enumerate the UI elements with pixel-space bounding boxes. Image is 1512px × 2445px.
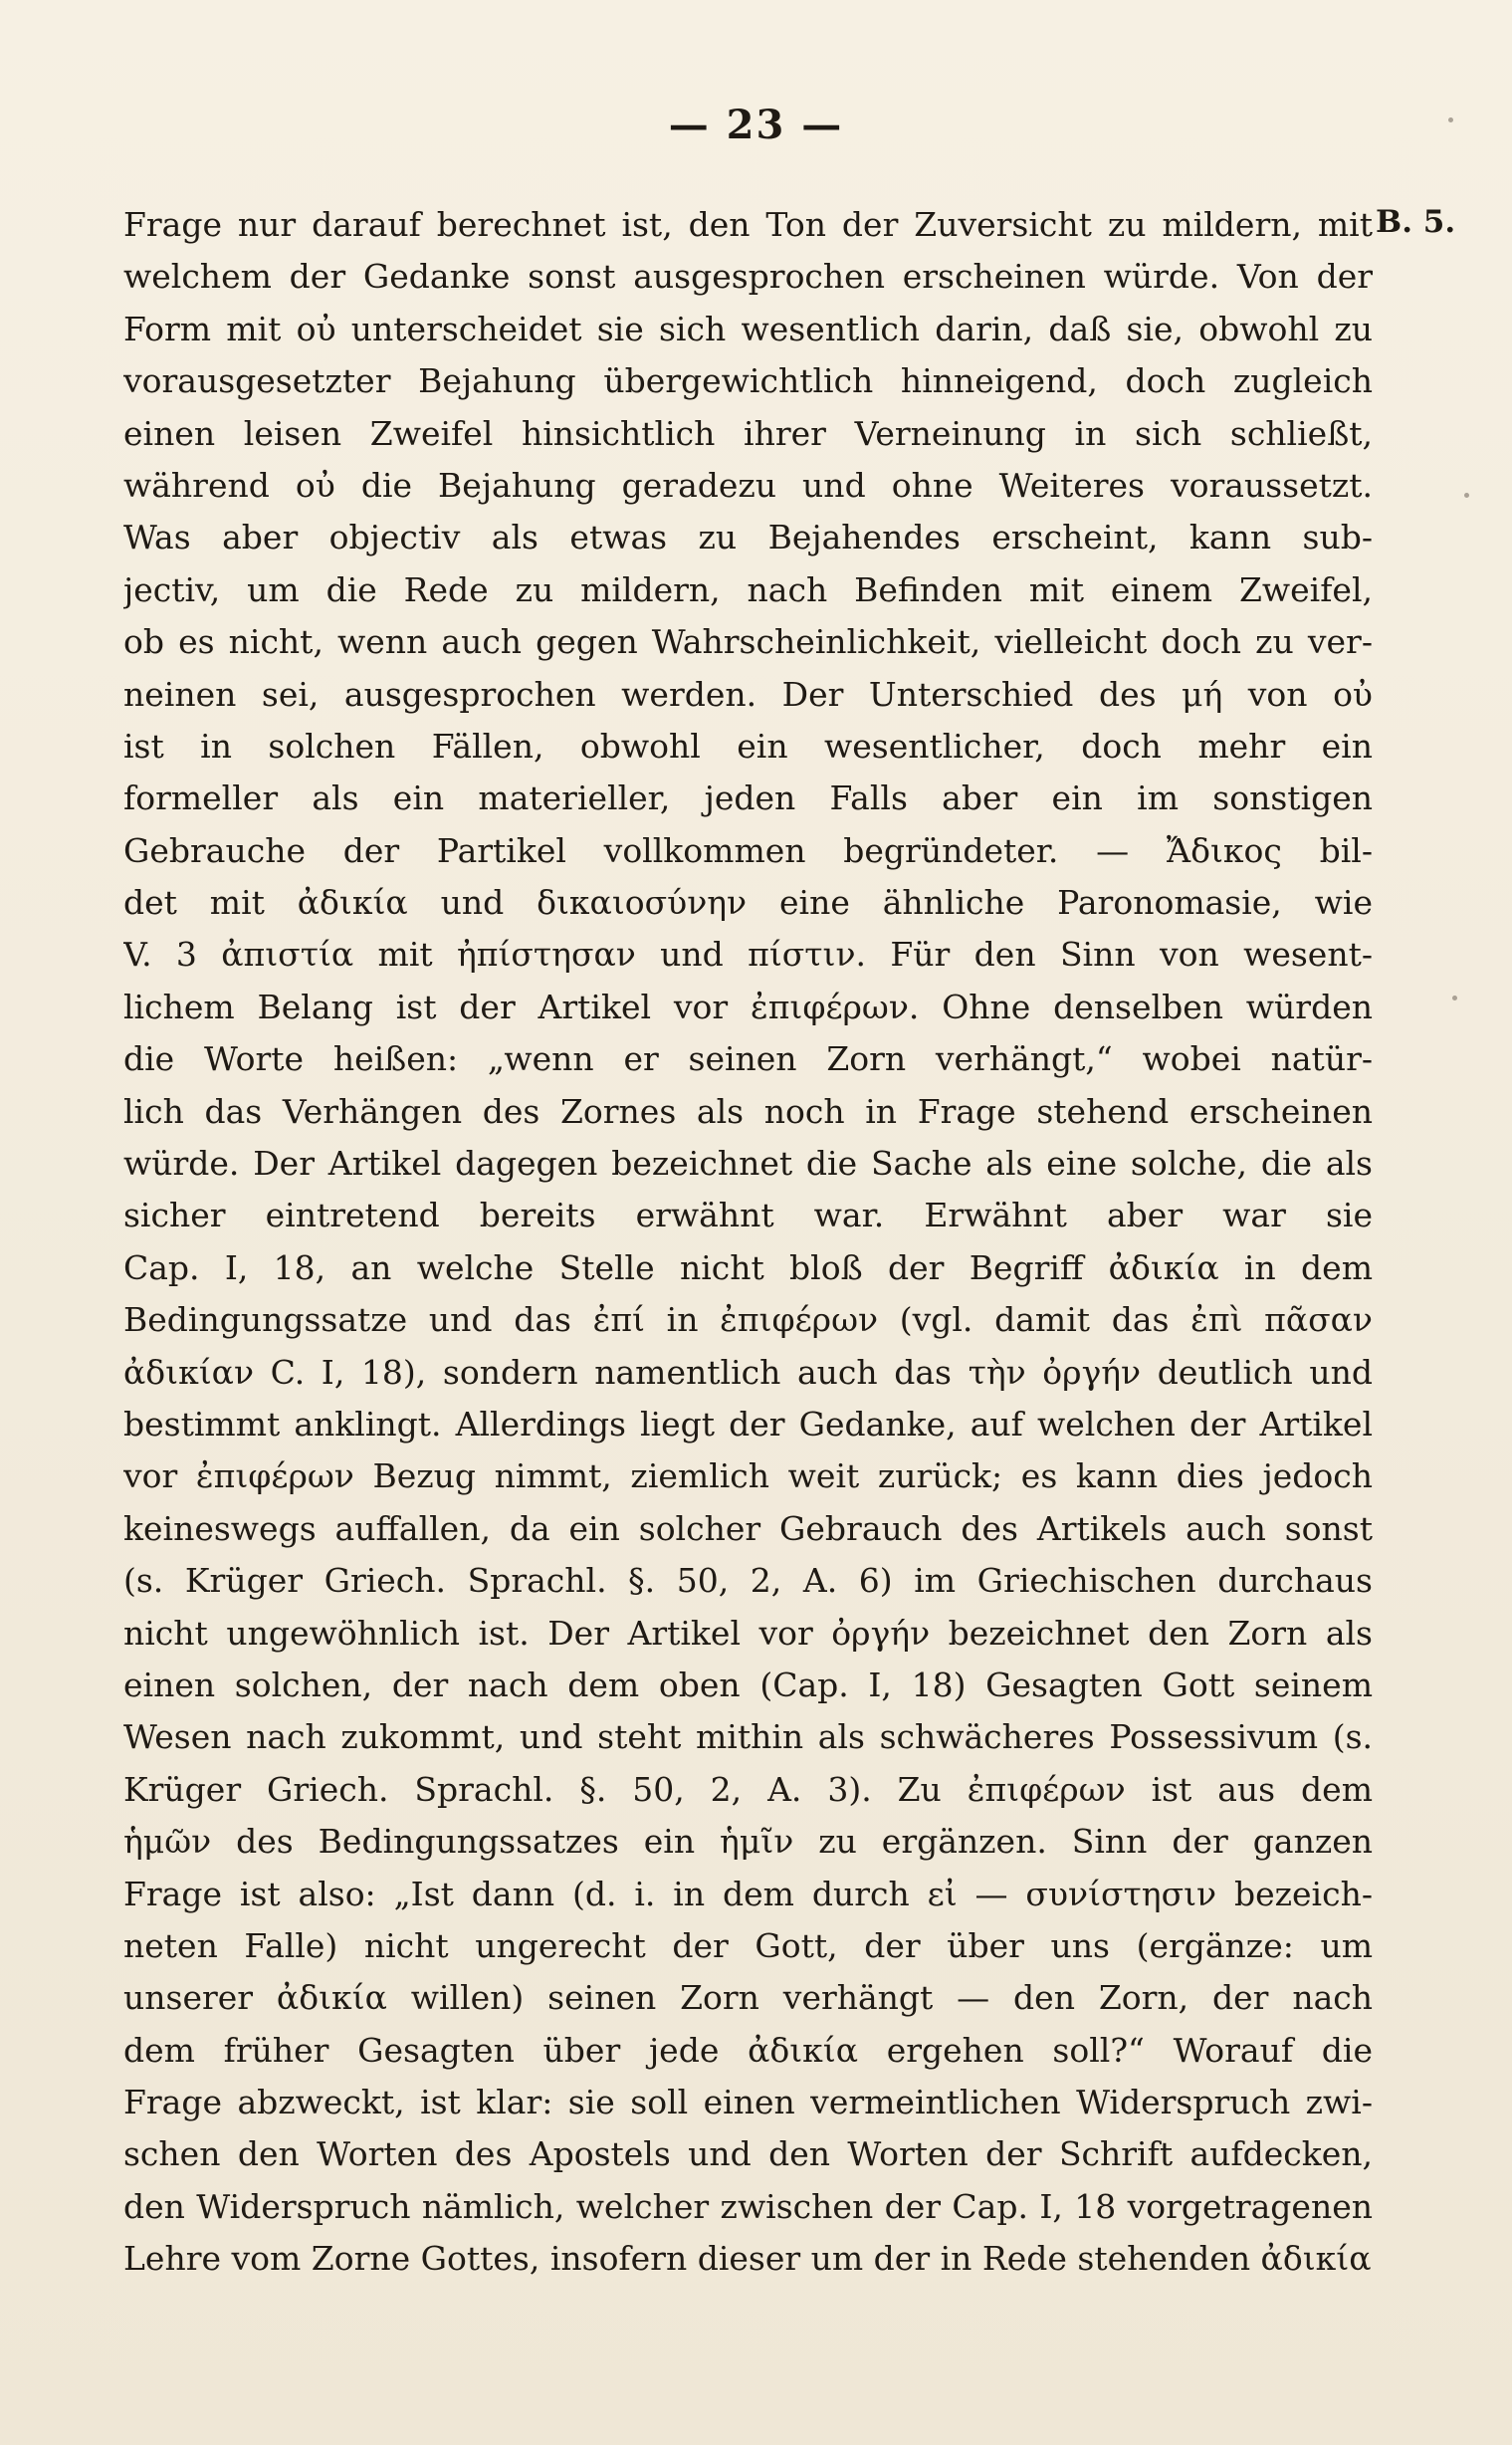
ink-speck xyxy=(1452,996,1457,1000)
text-line: schen den Worten des Apostels und den Worten der Schrift aufdecken, xyxy=(123,2134,1373,2174)
text-line: det mit ἀδικία und δικαιοσύνην eine ähnliche Paronomasie, wie xyxy=(123,883,1373,923)
text-line: Krüger Griech. Sprachl. §. 50, 2, A. 3). Zu ἐπιφέρων ist aus dem xyxy=(123,1769,1373,1809)
text-line: die Worte heißen: „wenn er seinen Zorn verhängt,“ wobei natür- xyxy=(123,1039,1373,1079)
text-line: ἀδικίαν C. I, 18), sondern namentlich auch das τὴν ὀργήν deutlich und xyxy=(123,1352,1373,1392)
text-line: dem früher Gesagten über jede ἀδικία ergehen soll?“ Worauf die xyxy=(123,2030,1373,2070)
ink-speck xyxy=(1448,117,1453,122)
text-line: einen leisen Zweifel hinsichtlich ihrer Verneinung in sich schließt, xyxy=(123,413,1373,453)
text-line: Gebrauche der Partikel vollkommen begründeter. — Ἄδικος bil- xyxy=(123,830,1373,870)
ink-speck xyxy=(1464,493,1469,498)
text-line: keineswegs auffallen, da ein solcher Gebrauch des Artikels auch sonst xyxy=(123,1508,1373,1548)
text-line: den Widerspruch nämlich, welcher zwischen der Cap. I, 18 vorgetragenen xyxy=(123,2186,1373,2226)
text-line: welchem der Gedanke sonst ausgesprochen erscheinen würde. Von der xyxy=(123,257,1373,297)
margin-verse-reference: B. 5. xyxy=(1376,204,1456,240)
body-text xyxy=(123,199,1373,2286)
text-line: würde. Der Artikel dagegen bezeichnet die Sache als eine solche, die als xyxy=(123,1144,1373,1184)
text-line: unserer ἀδικία willen) seinen Zorn verhängt — den Zorn, der nach xyxy=(123,1978,1373,2018)
text-line: Bedingungssatze und das ἐπί in ἐπιφέρων (vgl. damit das ἐπὶ πᾶσαν xyxy=(123,1300,1373,1340)
text-line: neten Falle) nicht ungerecht der Gott, der über uns (ergänze: um xyxy=(123,1925,1373,1965)
text-line: ist in solchen Fällen, obwohl ein wesentlicher, doch mehr ein xyxy=(123,726,1373,766)
text-line: sicher eintretend bereits erwähnt war. Erwähnt aber war sie xyxy=(123,1196,1373,1235)
text-line: Was aber objectiv als etwas zu Bejahendes erscheint, kann sub- xyxy=(123,518,1373,557)
text-line: Lehre vom Zorne Gottes, insofern dieser um der in Rede stehenden ἀδικία xyxy=(123,2239,1372,2279)
text-line: ob es nicht, wenn auch gegen Wahrscheinlichkeit, vielleicht doch zu ver- xyxy=(123,622,1373,662)
text-line: während οὐ die Bejahung geradezu und ohne Weiteres voraussetzt. xyxy=(123,465,1373,505)
text-line: (s. Krüger Griech. Sprachl. §. 50, 2, A. 6) im Griechischen durchaus xyxy=(123,1561,1373,1601)
text-line: formeller als ein materieller, jeden Falls aber ein im sonstigen xyxy=(123,778,1373,818)
text-line: Wesen nach zukommt, und steht mithin als schwächeres Possessivum (s. xyxy=(123,1717,1373,1757)
text-line: nicht ungewöhnlich ist. Der Artikel vor ὀργήν bezeichnet den Zorn als xyxy=(123,1613,1373,1653)
text-line: Frage ist also: „Ist dann (d. i. in dem durch εἰ — συνίστησιν bezeich- xyxy=(123,1874,1373,1913)
text-line: ἡμῶν des Bedingungssatzes ein ἡμῖν zu ergänzen. Sinn der ganzen xyxy=(123,1822,1373,1862)
text-line: Cap. I, 18, an welche Stelle nicht bloß der Begriff ἀδικία in dem xyxy=(123,1247,1373,1287)
text-line: V. 3 ἀπιστία mit ἠπίστησαν und πίστιν. Für den Sinn von wesent- xyxy=(123,935,1373,975)
text-line: Form mit οὐ unterscheidet sie sich wesentlich darin, daß sie, obwohl zu xyxy=(123,309,1373,348)
text-line: einen solchen, der nach dem oben (Cap. I, 18) Gesagten Gott seinem xyxy=(123,1665,1373,1704)
text-line: Frage abzweckt, ist klar: sie soll einen vermeintlichen Widerspruch zwi- xyxy=(123,2083,1373,2122)
text-line: Frage nur darauf berechnet ist, den Ton der Zuversicht zu mildern, mit xyxy=(123,205,1373,244)
text-line: lichem Belang ist der Artikel vor ἐπιφέρων. Ohne denselben würden xyxy=(123,987,1373,1026)
page-number: — 23 — xyxy=(668,102,844,148)
text-line: lich das Verhängen des Zornes als noch in Frage stehend erscheinen xyxy=(123,1091,1373,1131)
text-line: vorausgesetzter Bejahung übergewichtlich hinneigend, doch zugleich xyxy=(123,361,1373,401)
text-line: vor ἐπιφέρων Bezug nimmt, ziemlich weit zurück; es kann dies jedoch xyxy=(123,1456,1373,1496)
text-line: neinen sei, ausgesprochen werden. Der Unterschied des μή von οὐ xyxy=(123,674,1373,714)
text-line: bestimmt anklingt. Allerdings liegt der Gedanke, auf welchen der Artikel xyxy=(123,1404,1373,1444)
text-line: jectiv, um die Rede zu mildern, nach Befinden mit einem Zweifel, xyxy=(123,569,1373,609)
